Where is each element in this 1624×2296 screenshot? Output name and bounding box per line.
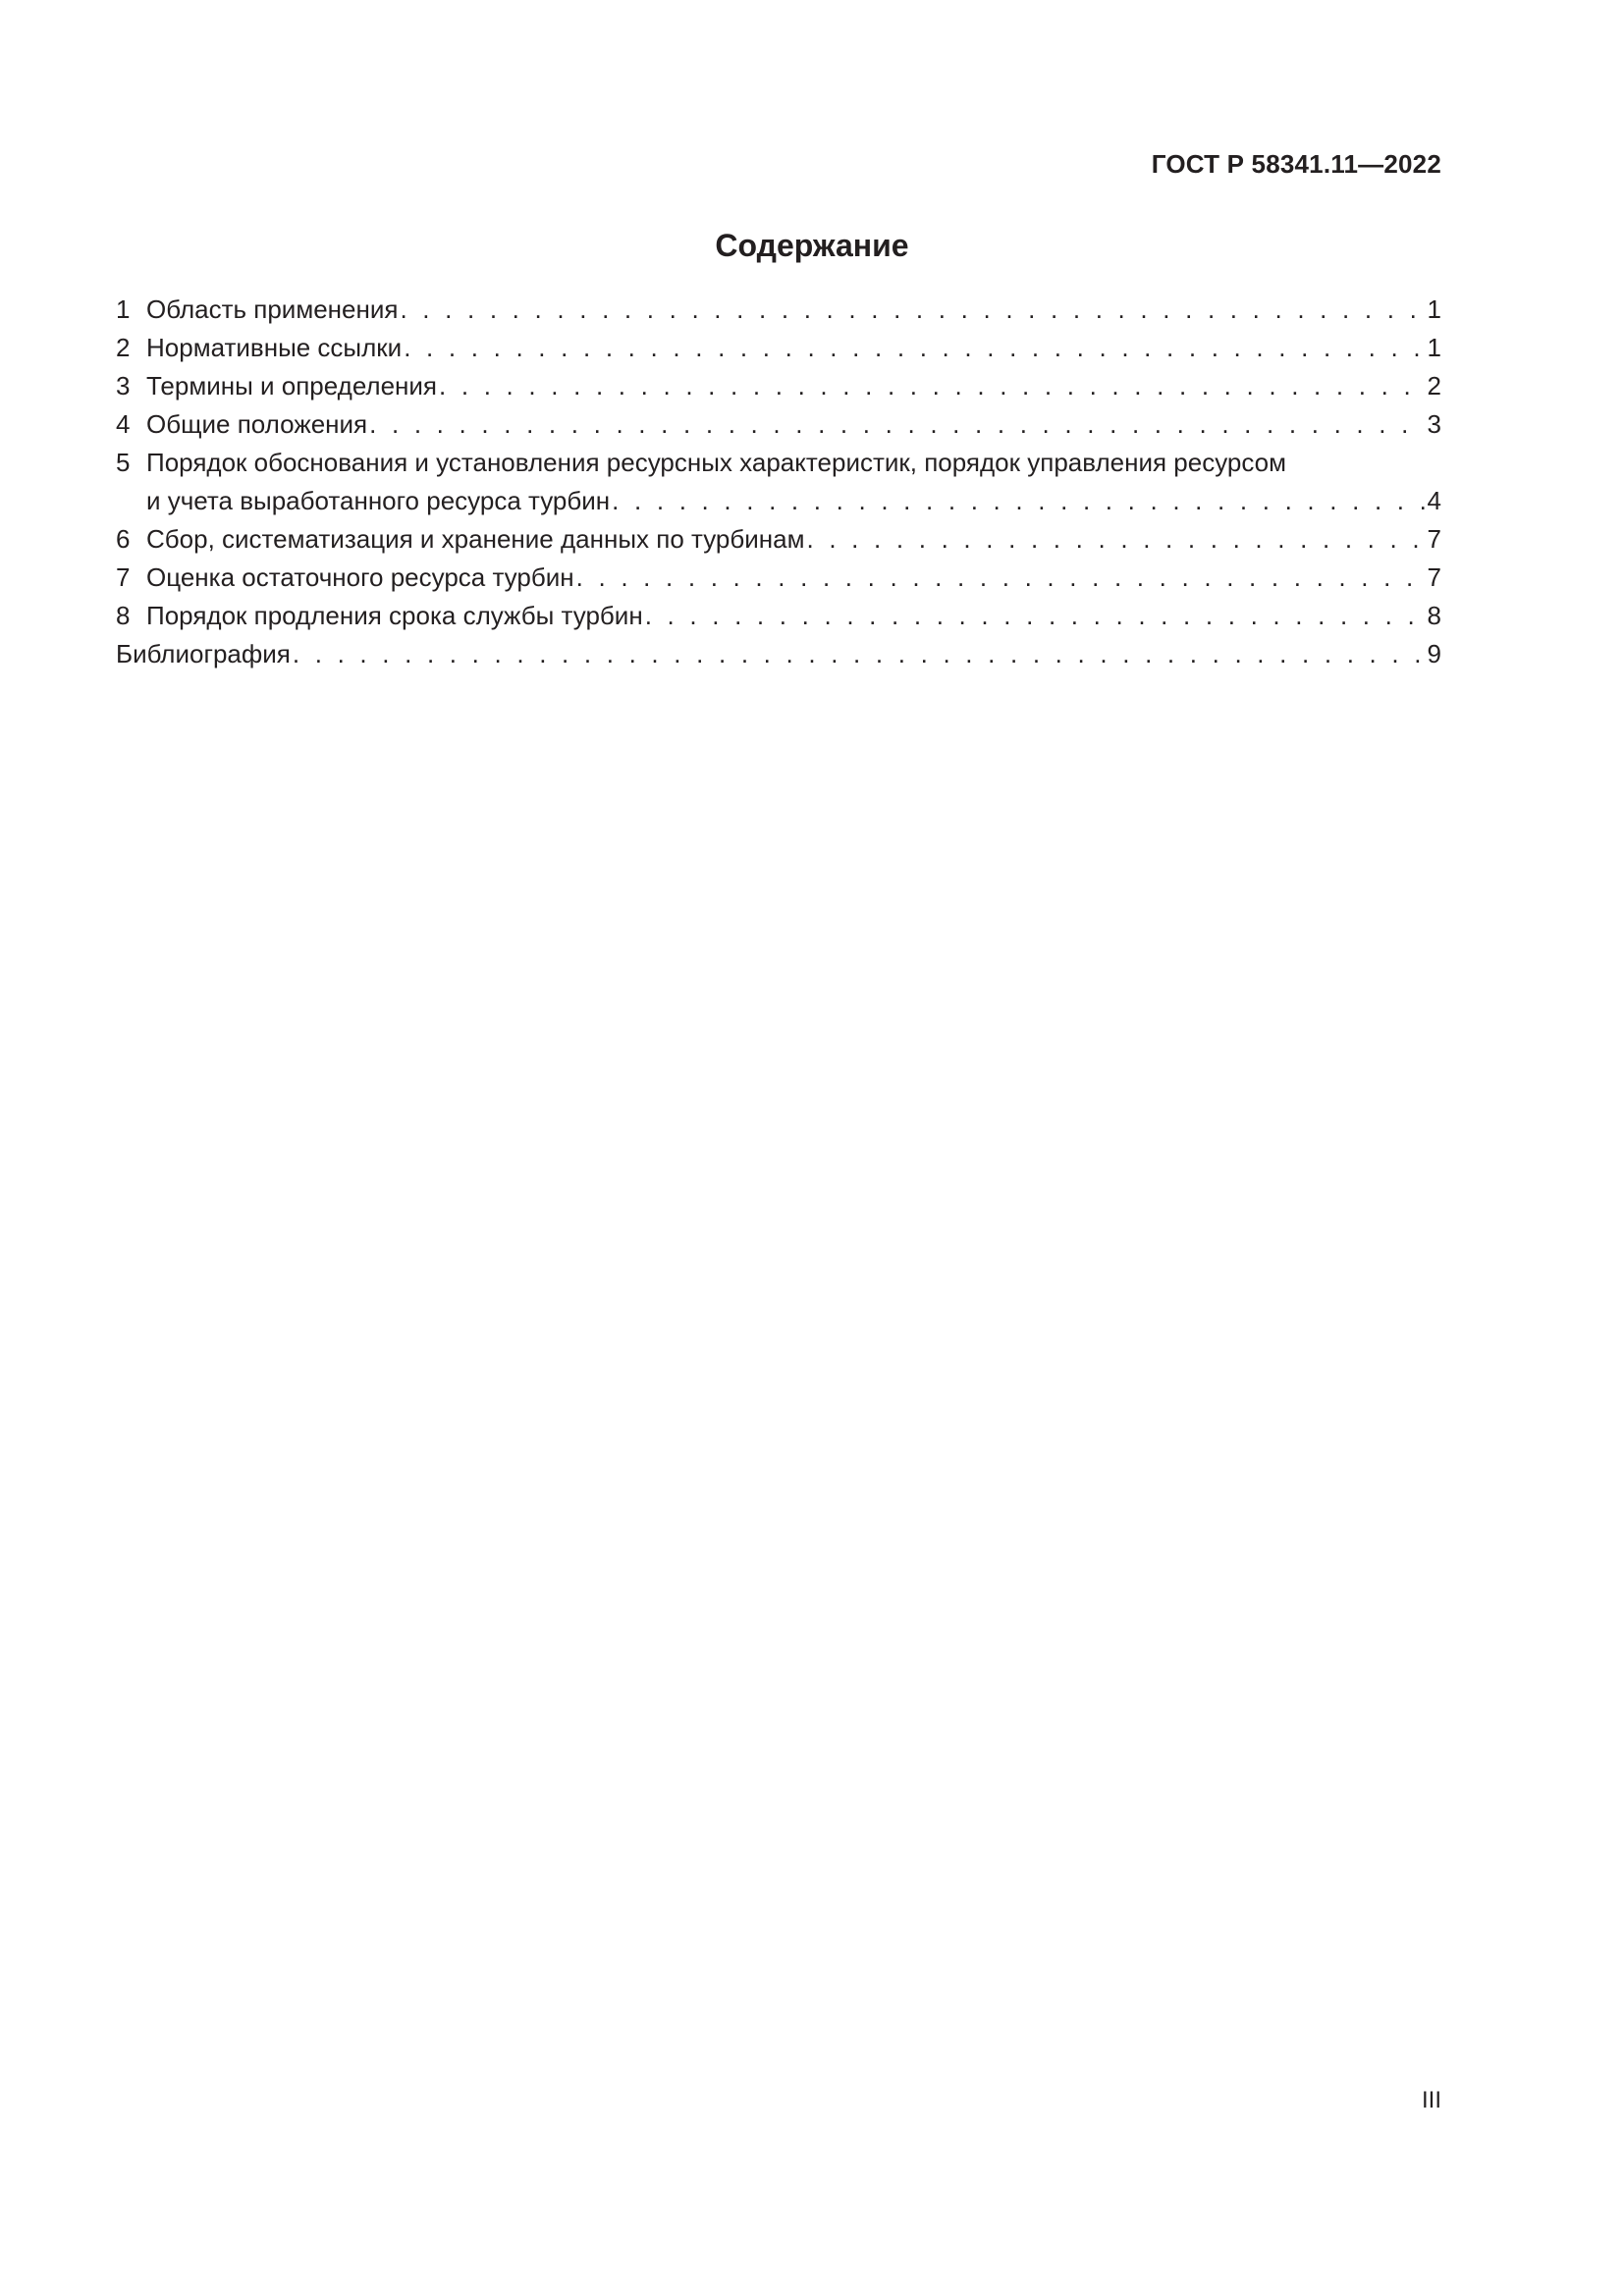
toc-entry-title: Библиография xyxy=(116,639,291,668)
toc-entry-2[interactable] xyxy=(116,329,1441,367)
dot-leader xyxy=(400,291,1425,329)
toc-entry-title: Область применения xyxy=(146,294,399,324)
toc-entry-3[interactable] xyxy=(116,367,1441,405)
toc-entry-page: 4 xyxy=(1427,486,1441,515)
dot-leader xyxy=(645,597,1426,635)
toc-entry-title: Общие положения xyxy=(146,409,368,439)
dot-leader xyxy=(369,405,1425,444)
toc-entry-number: 6 xyxy=(116,524,131,554)
toc-entry-page: 2 xyxy=(1427,371,1441,400)
toc-entry-title: Порядок обоснования и установления ресурсных характеристик, порядок управления ресурсом xyxy=(146,448,1286,477)
dot-leader xyxy=(293,635,1426,673)
toc-entry-page: 8 xyxy=(1427,601,1441,630)
toc-entry-8[interactable] xyxy=(116,597,1441,635)
toc-entry-page: 7 xyxy=(1427,524,1441,554)
toc-entry-title-continued: и учета выработанного ресурса турбин xyxy=(146,486,611,515)
toc-entry-number: 3 xyxy=(116,371,131,400)
toc-entry-number: 8 xyxy=(116,601,131,630)
dot-leader xyxy=(576,559,1426,597)
toc-entry-title: Порядок продления срока службы турбин xyxy=(146,601,643,630)
toc-entry-6[interactable] xyxy=(116,520,1441,559)
toc-entry-page: 7 xyxy=(1427,562,1441,592)
table-of-contents xyxy=(116,291,1441,673)
toc-entry-title: Термины и определения xyxy=(146,371,438,400)
dot-leader xyxy=(612,482,1425,520)
dot-leader xyxy=(404,329,1425,367)
toc-entry-title: Оценка остаточного ресурса турбин xyxy=(146,562,574,592)
page-number: III xyxy=(1421,2087,1441,2113)
toc-title: Содержание xyxy=(715,228,909,263)
toc-entry-1[interactable] xyxy=(116,291,1441,329)
toc-entry-page: 3 xyxy=(1427,409,1441,439)
dot-leader xyxy=(806,520,1425,559)
toc-entry-title: Сбор, систематизация и хранение данных по турбинам xyxy=(146,524,805,554)
toc-entry-page: 1 xyxy=(1427,333,1441,362)
toc-entry-number: 4 xyxy=(116,409,131,439)
toc-entry-4[interactable] xyxy=(116,405,1441,444)
toc-entry-page: 1 xyxy=(1427,294,1441,324)
toc-entry-number: 2 xyxy=(116,333,131,362)
dot-leader xyxy=(439,367,1426,405)
toc-entry-bibliography[interactable] xyxy=(116,635,1441,673)
document-code: ГОСТ Р 58341.11—2022 xyxy=(1151,149,1441,179)
toc-entry-title: Нормативные ссылки xyxy=(146,333,403,362)
toc-entry-number: 1 xyxy=(116,294,131,324)
toc-entry-number: 5 xyxy=(116,448,131,477)
toc-entry-7[interactable] xyxy=(116,559,1441,597)
toc-entry-number: 7 xyxy=(116,562,131,592)
toc-entry-5[interactable] xyxy=(116,444,1441,520)
toc-entry-page: 9 xyxy=(1427,639,1441,668)
